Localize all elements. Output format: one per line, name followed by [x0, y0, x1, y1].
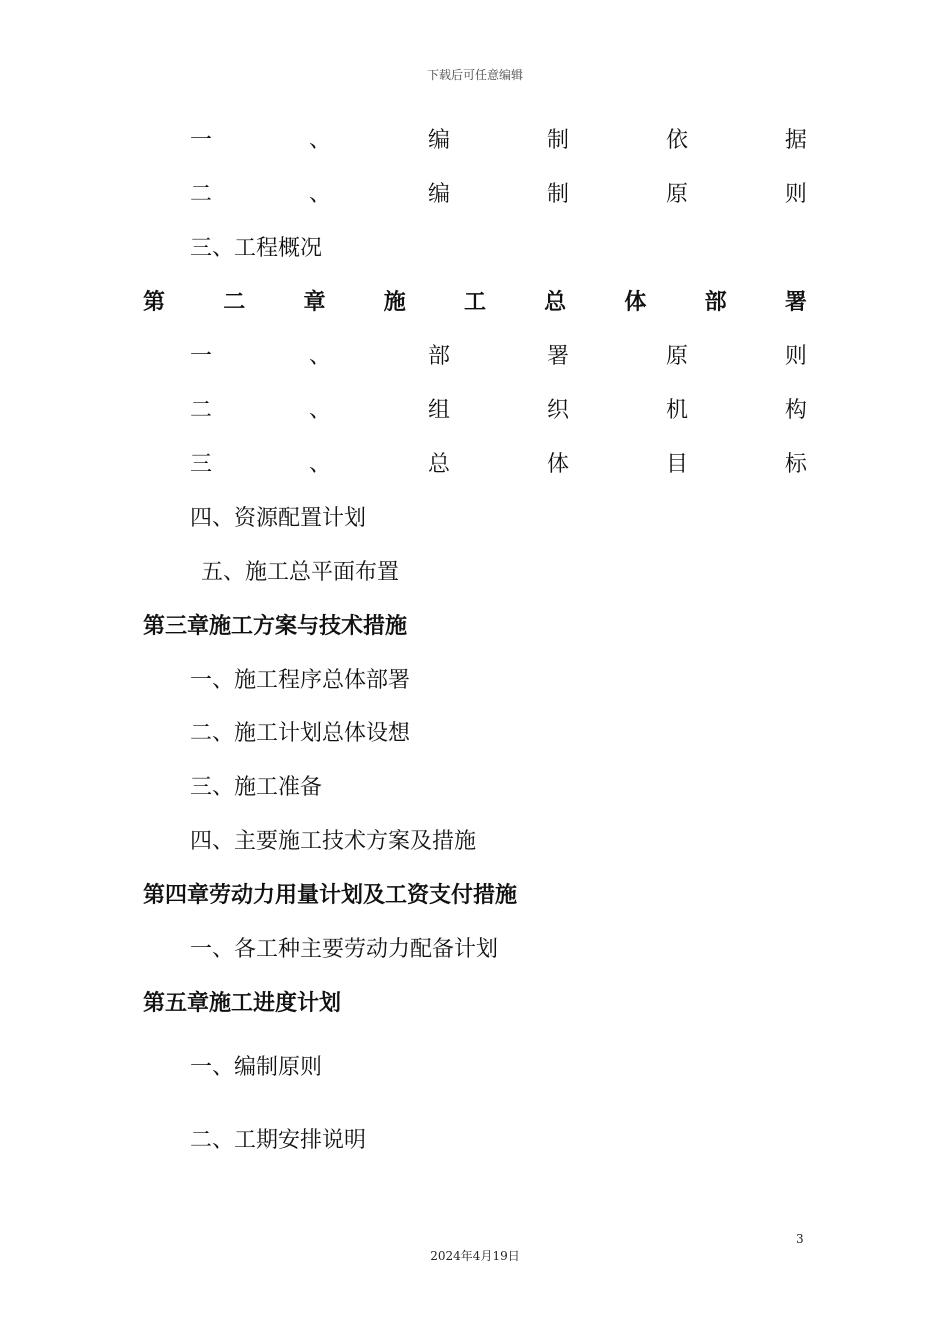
- toc-item: 二、施工计划总体设想: [190, 721, 411, 746]
- toc-item: 一、各工种主要劳动力配备计划: [190, 937, 499, 962]
- page-number: 3: [796, 1232, 804, 1246]
- toc-chapter: 第 二 章 施 工 总 体 部 署: [143, 290, 807, 315]
- toc-item: 四、资源配置计划: [190, 506, 367, 531]
- toc-item: 二、工期安排说明: [190, 1128, 367, 1153]
- toc-chapter: 第四章劳动力用量计划及工资支付措施: [143, 883, 518, 908]
- toc-item: 一、编制原则: [190, 1055, 323, 1080]
- toc-chapter: 第三章施工方案与技术措施: [143, 614, 408, 639]
- toc-item: 三 、 总 体 目 标: [190, 452, 807, 477]
- toc-item: 一 、 部 署 原 则: [190, 344, 807, 369]
- toc-item: 三、工程概况: [190, 236, 323, 261]
- toc-item: 二 、 编 制 原 则: [190, 182, 807, 207]
- footer-date: 2024年4月19日: [430, 1249, 520, 1263]
- page-header: 下载后可任意编辑: [426, 68, 523, 82]
- toc-item: 一 、 编 制 依 据: [190, 128, 807, 153]
- toc-item: 一、施工程序总体部署: [190, 668, 411, 693]
- toc-item: 五、施工总平面布置: [201, 560, 400, 585]
- toc-item: 二 、 组 织 机 构: [190, 398, 807, 423]
- toc-item: 三、施工准备: [190, 775, 323, 800]
- toc-item: 四、主要施工技术方案及措施: [190, 829, 477, 854]
- toc-chapter: 第五章施工进度计划: [143, 991, 342, 1016]
